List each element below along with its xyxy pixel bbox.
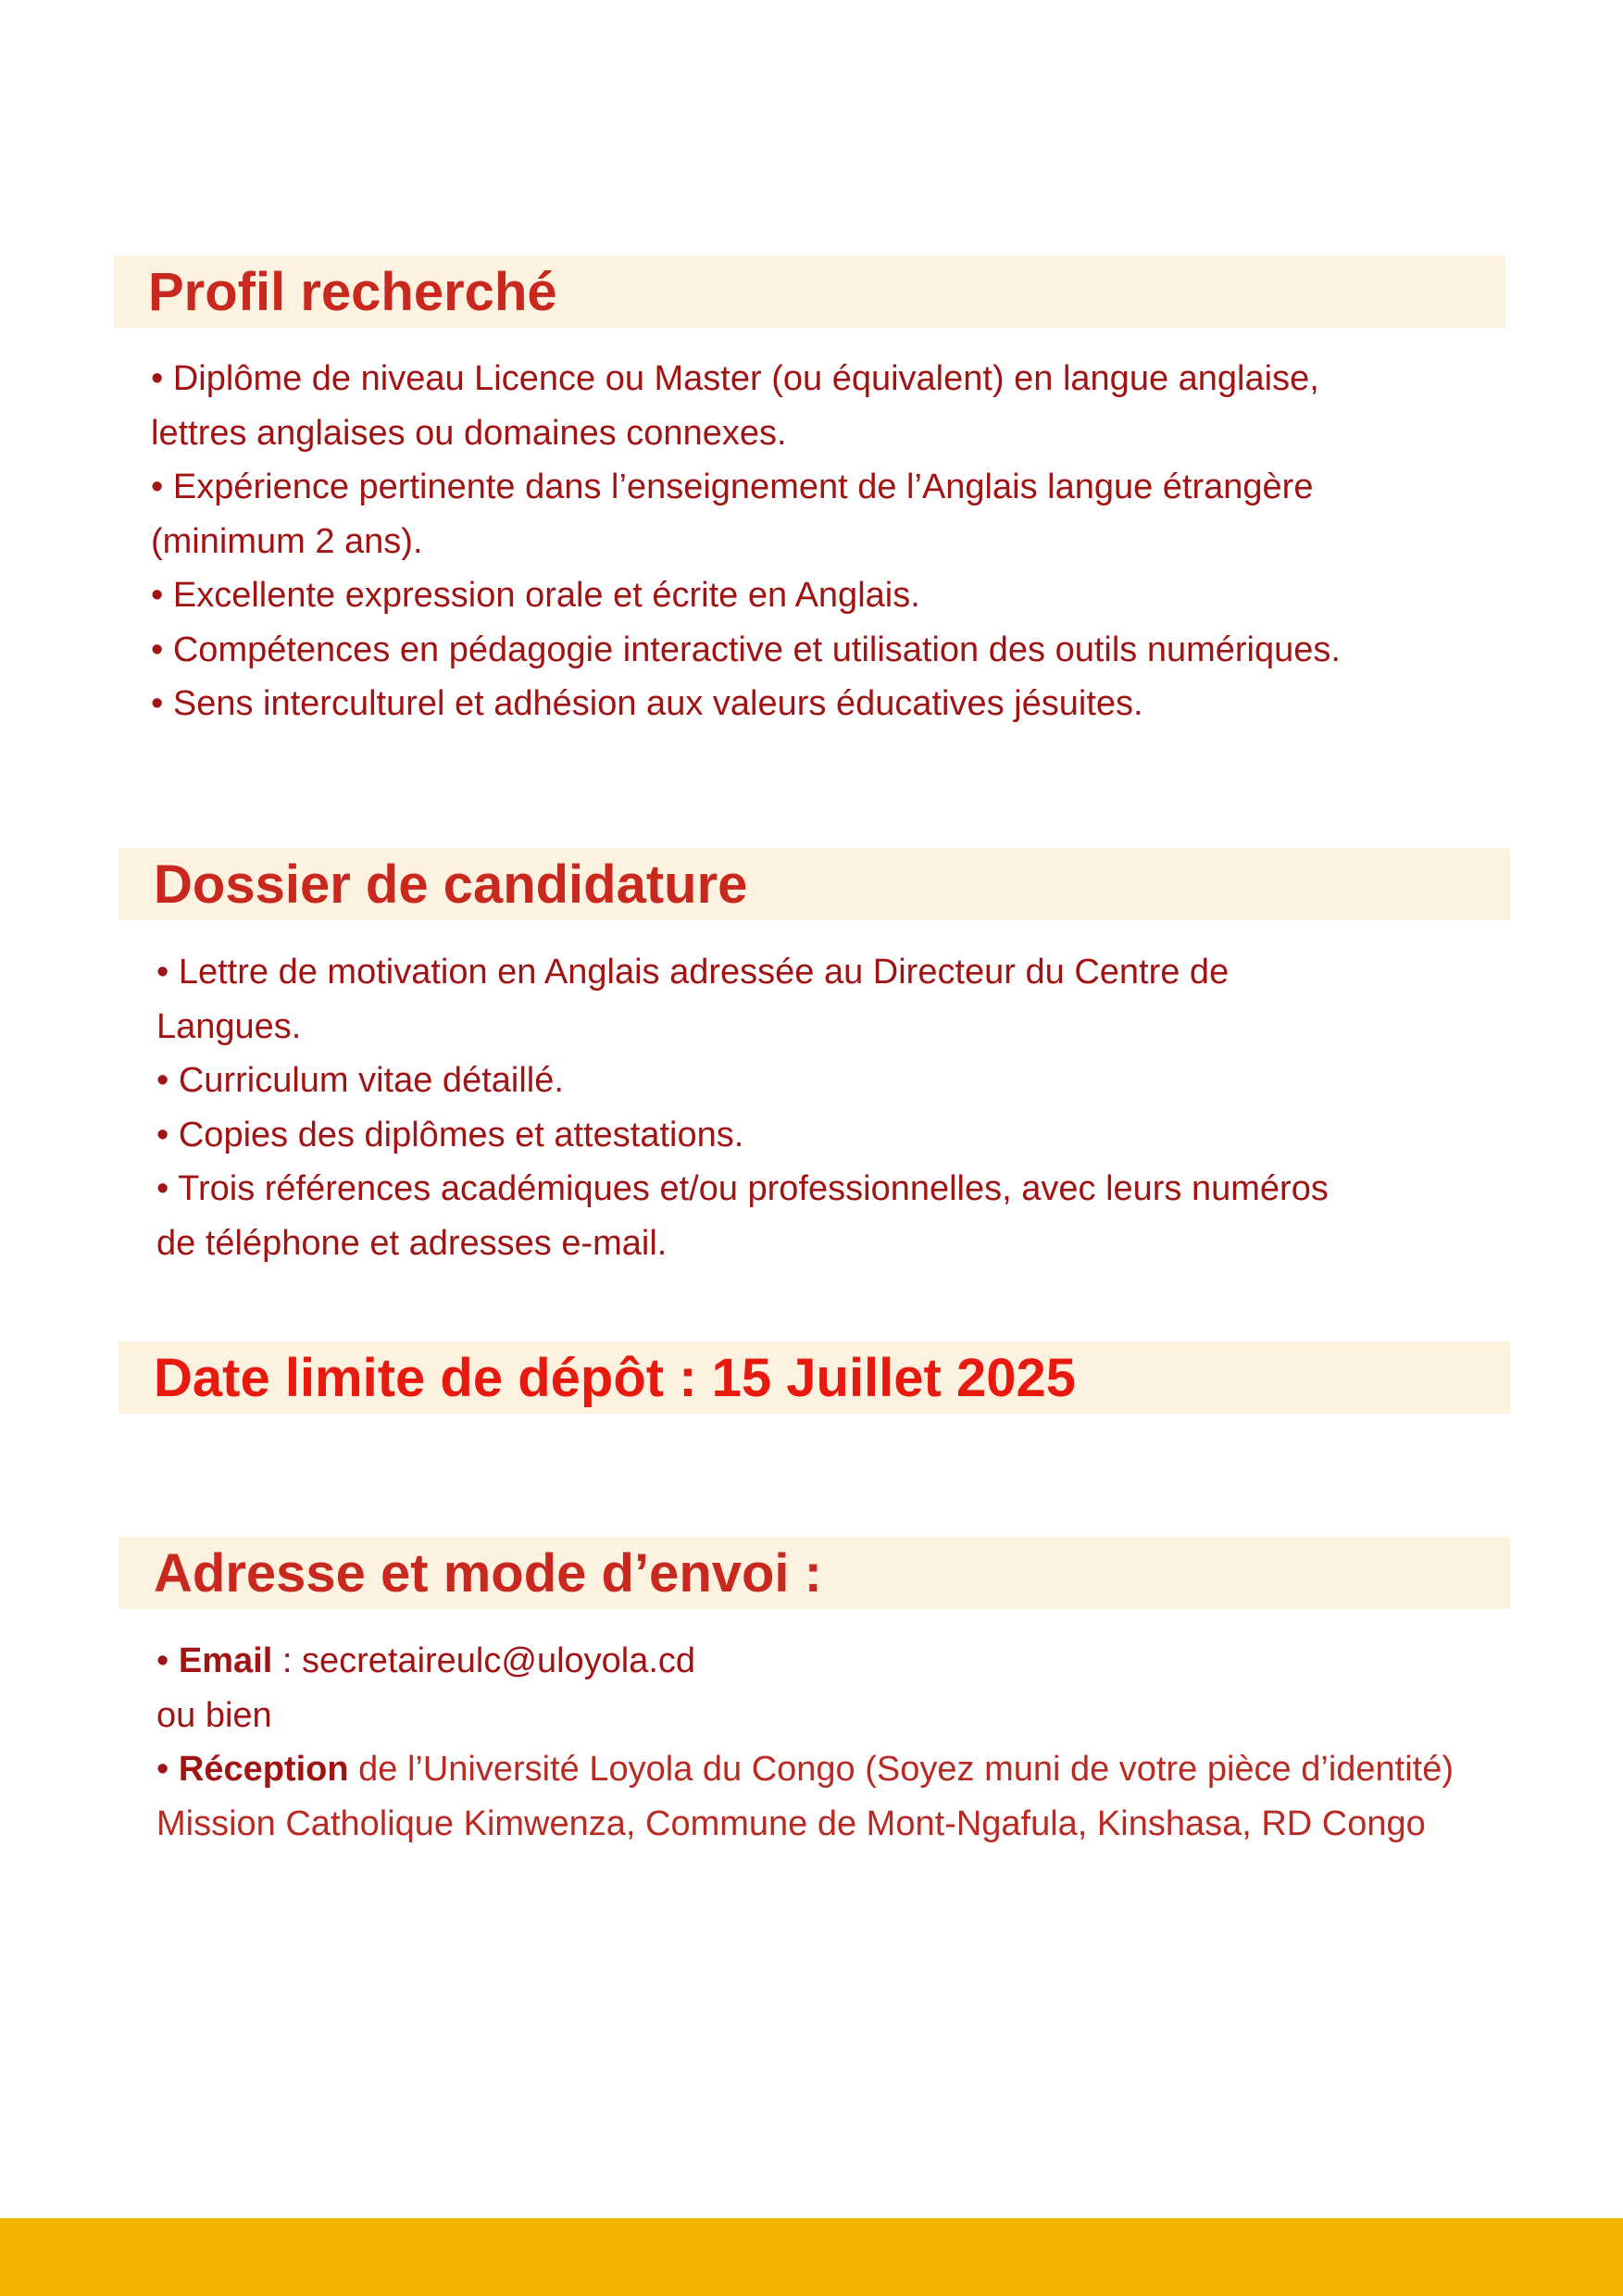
footer-bar xyxy=(0,2218,1623,2296)
email-link[interactable]: secretaireulc@uloyola.cd xyxy=(301,1641,696,1680)
email-separator: : xyxy=(272,1641,302,1680)
profil-list xyxy=(151,352,1341,731)
dossier-heading: Dossier de candidature xyxy=(154,855,748,915)
address-line: Mission Catholique Kimwenza, Commune de Mont-Ngafula, Kinshasa, RD Congo xyxy=(156,1803,1426,1843)
list-item: • Copies des diplômes et attestations. xyxy=(156,1115,744,1154)
list-item: • Diplôme de niveau Licence ou Master (ou équivalent) en langue anglaise, xyxy=(151,359,1319,398)
deadline-heading: Date limite de dépôt : 15 Juillet 2025 xyxy=(154,1348,1076,1408)
reception-line xyxy=(156,1742,1454,1797)
list-item: (minimum 2 ans). xyxy=(151,521,423,561)
bullet: • xyxy=(156,1641,179,1680)
list-item: • Trois références académiques et/ou professionnelles, avec leurs numéros xyxy=(156,1169,1329,1208)
list-item: • Compétences en pédagogie interactive et utilisation des outils numériques. xyxy=(151,630,1341,669)
list-item: • Sens interculturel et adhésion aux valeurs éducatives jésuites. xyxy=(151,684,1143,723)
list-item: • Curriculum vitae détaillé. xyxy=(156,1061,564,1100)
list-item: de téléphone et adresses e-mail. xyxy=(156,1223,668,1263)
email-line xyxy=(156,1634,1454,1689)
reception-label: Réception xyxy=(178,1750,349,1789)
or-text: ou bien xyxy=(156,1695,272,1735)
list-item: • Lettre de motivation en Anglais adressée au Directeur du Centre de xyxy=(156,953,1230,992)
adresse-list xyxy=(156,1634,1454,1851)
profil-heading: Profil recherché xyxy=(148,262,557,322)
reception-text: de l’Université Loyola du Congo (Soyez muni de votre pièce d’identité) xyxy=(348,1750,1454,1789)
email-label: Email xyxy=(178,1641,273,1680)
adresse-heading: Adresse et mode d’envoi : xyxy=(154,1543,822,1603)
bullet: • xyxy=(156,1750,179,1789)
list-item: • Excellente expression orale et écrite en Anglais. xyxy=(151,576,920,615)
dossier-list xyxy=(156,945,1329,1270)
list-item: Langues. xyxy=(156,1006,302,1046)
list-item: • Expérience pertinente dans l’enseignement de l’Anglais langue étrangère xyxy=(151,468,1314,506)
list-item: lettres anglaises ou domaines connexes. xyxy=(151,413,787,453)
